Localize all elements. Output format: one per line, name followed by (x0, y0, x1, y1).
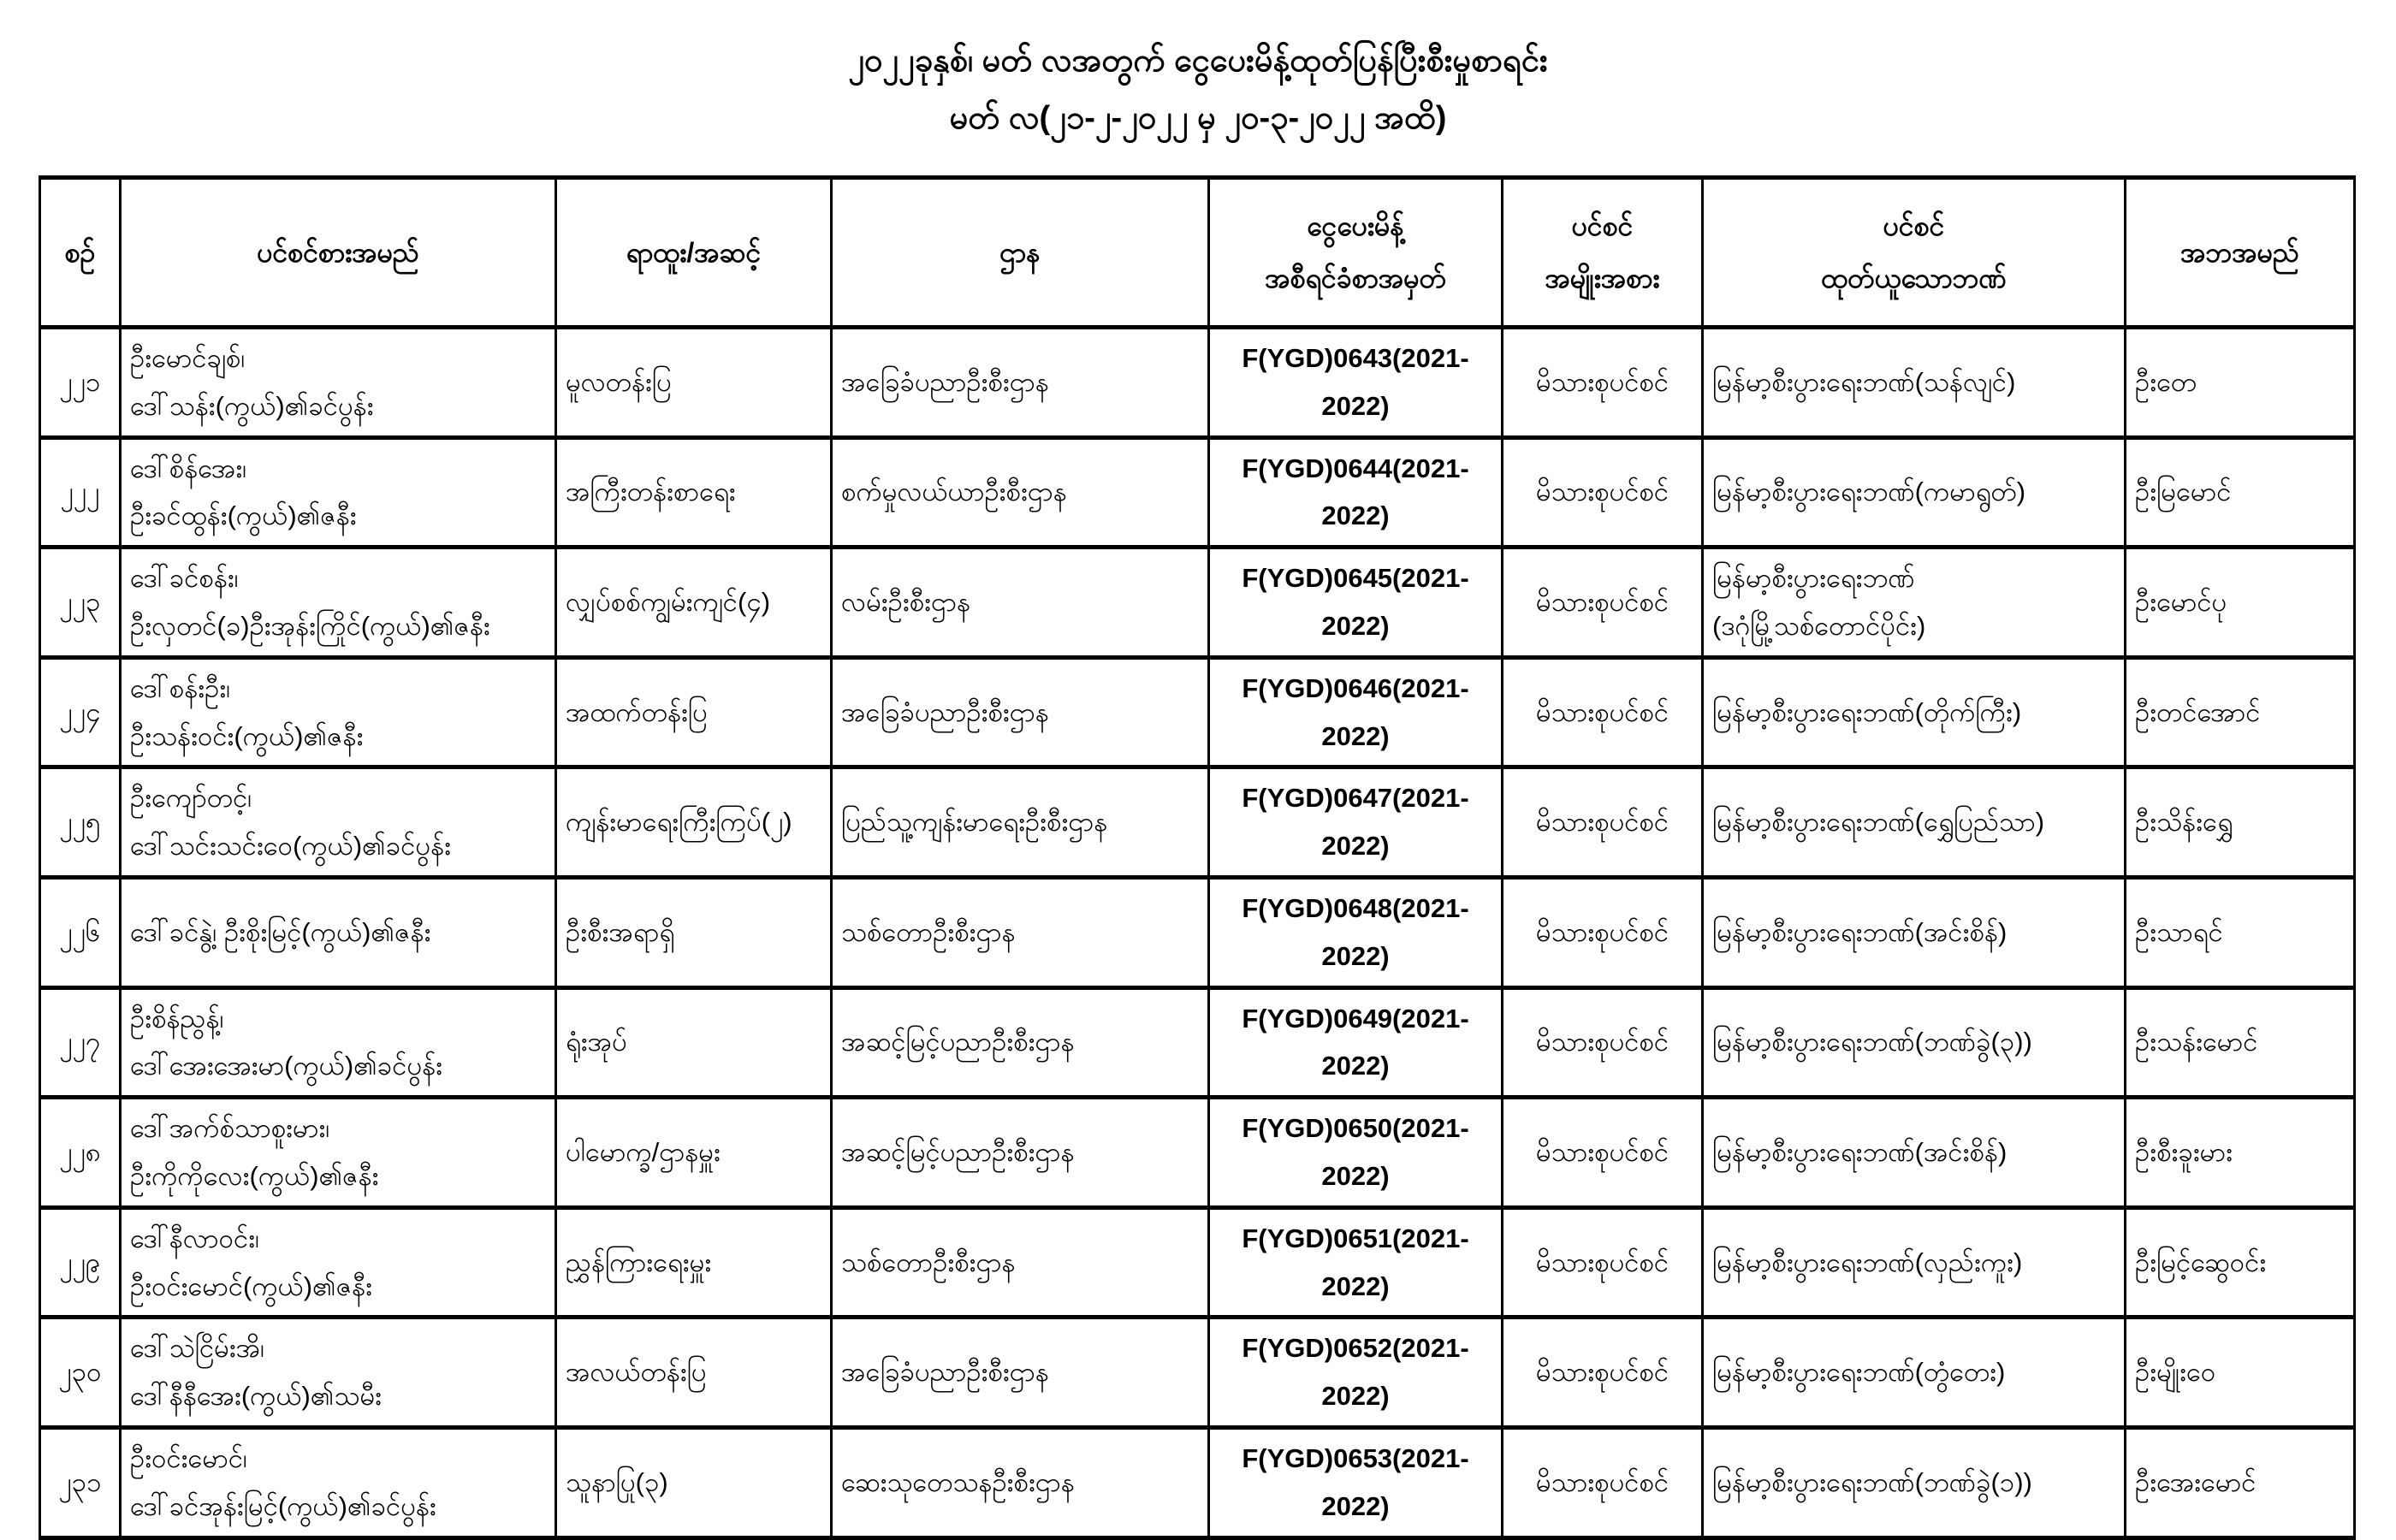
serial-cell: ၂၂၅ (40, 767, 121, 878)
bank-cell: မြန်မာ့စီးပွားရေးဘဏ် (ဒဂုံမြို့သစ်တောင်ပိုင်း) (1703, 548, 2126, 658)
bank-cell: မြန်မာ့စီးပွားရေးဘဏ်(တိုက်ကြီး) (1703, 657, 2126, 767)
position-cell: အကြီးတန်းစာရေး (556, 437, 832, 548)
column-header-payment-order: ငွေပေးမိန့် အစီရင်ခံစာအမှတ် (1209, 178, 1503, 328)
document-title (0, 33, 2396, 146)
department-cell: အဆင့်မြင့်ပညာဦးစီးဌာန (832, 987, 1209, 1098)
payment-order-cell: F(YGD)0645(2021-2022) (1209, 548, 1503, 658)
pension-type-cell: မိသားစုပင်စင် (1503, 657, 1703, 767)
payment-order-cell: F(YGD)0646(2021-2022) (1209, 657, 1503, 767)
serial-cell: ၂၂၇ (40, 987, 121, 1098)
father-name-cell: ဦးသိန်းရွှေ (2126, 767, 2355, 878)
bank-cell: မြန်မာ့စီးပွားရေးဘဏ်(တွံတေး) (1703, 1318, 2126, 1428)
position-cell: အထက်တန်းပြ (556, 657, 832, 767)
pension-type-cell: မိသားစုပင်စင် (1503, 437, 1703, 548)
column-header-serial: စဉ် (40, 178, 121, 328)
table-row (40, 548, 2355, 658)
pensioner-name-cell: ဦးကျော်တင့်၊ ဒေါ်သင်းသင်းဝေ(ကွယ်)၏ခင်ပွန်း (121, 767, 556, 878)
table-header-row (40, 178, 2355, 328)
position-cell: သူနာပြု(၃) (556, 1427, 832, 1537)
department-cell: အခြေခံပညာဦးစီးဌာန (832, 657, 1209, 767)
department-cell: ဆေးသုတေသနဦးစီးဌာန (832, 1427, 1209, 1537)
serial-cell: ၂၂၈ (40, 1098, 121, 1208)
serial-cell: ၂၃၁ (40, 1427, 121, 1537)
position-cell: ရုံးအုပ် (556, 987, 832, 1098)
pensioner-name-cell: ဦးစိန်ညွန့်၊ ဒေါ်အေးအေးမာ(ကွယ်)၏ခင်ပွန်း (121, 987, 556, 1098)
pensioner-name-cell: ဒေါ်သဲငြိမ်းအိ၊ ဒေါ်နီနီအေး(ကွယ်)၏သမီး (121, 1318, 556, 1428)
serial-cell: ၂၂၁ (40, 328, 121, 438)
bank-cell: မြန်မာ့စီးပွားရေးဘဏ်(ကမာရွတ်) (1703, 437, 2126, 548)
father-name-cell: ဦးမျိုးဝေ (2126, 1318, 2355, 1428)
position-cell: လျှပ်စစ်ကျွမ်းကျင်(၄) (556, 548, 832, 658)
pension-type-cell: မိသားစုပင်စင် (1503, 877, 1703, 987)
column-header-pensioner-name: ပင်စင်စားအမည် (121, 178, 556, 328)
serial-cell: ၂၃၀ (40, 1318, 121, 1428)
pension-type-cell: မိသားစုပင်စင် (1503, 987, 1703, 1098)
pensioner-name-cell: ဒေါ်ခင်စန်း၊ ဦးလှတင်(ခ)ဦးအုန်းကြိုင်(ကွယ်)၏ဇနီး (121, 548, 556, 658)
serial-cell: ၂၂၆ (40, 877, 121, 987)
pension-type-cell: မိသားစုပင်စင် (1503, 1207, 1703, 1318)
pension-type-cell: မိသားစုပင်စင် (1503, 328, 1703, 438)
pensioner-name-cell: ဦးမောင်ချစ်၊ ဒေါ်သန်း(ကွယ်)၏ခင်ပွန်း (121, 328, 556, 438)
position-cell: မူလတန်းပြ (556, 328, 832, 438)
column-header-pension-type: ပင်စင် အမျိုးအစား (1503, 178, 1703, 328)
table-row (40, 1427, 2355, 1537)
department-cell: အဆင့်မြင့်ပညာဦးစီးဌာန (832, 1098, 1209, 1208)
payment-order-cell: F(YGD)0653(2021-2022) (1209, 1427, 1503, 1537)
department-cell: စက်မှုလယ်ယာဦးစီးဌာန (832, 437, 1209, 548)
department-cell: သစ်တောဦးစီးဌာန (832, 877, 1209, 987)
pension-type-cell: မိသားစုပင်စင် (1503, 1098, 1703, 1208)
pensioner-name-cell: ဒေါ်အက်စ်သာစူးမား၊ ဦးကိုကိုလေး(ကွယ်)၏ဇနီး (121, 1098, 556, 1208)
pensioner-name-cell: ဦးဝင်းမောင်၊ ဒေါ်ခင်အုန်းမြင့်(ကွယ်)၏ခင်ပွန်း (121, 1427, 556, 1537)
position-cell: ညွှန်ကြားရေးမှူး (556, 1207, 832, 1318)
payment-order-cell: F(YGD)0649(2021-2022) (1209, 987, 1503, 1098)
department-cell: လမ်းဦးစီးဌာန (832, 548, 1209, 658)
table-row (40, 1318, 2355, 1428)
payment-order-cell: F(YGD)0643(2021-2022) (1209, 328, 1503, 438)
pension-payment-table (39, 175, 2356, 1540)
bank-cell: မြန်မာ့စီးပွားရေးဘဏ်(သန်လျင်) (1703, 328, 2126, 438)
bank-cell: မြန်မာ့စီးပွားရေးဘဏ်(ဘဏ်ခွဲ(၃)) (1703, 987, 2126, 1098)
father-name-cell: ဦးအေးမောင် (2126, 1427, 2355, 1537)
father-name-cell: ဦးမြင့်ဆွေဝင်း (2126, 1207, 2355, 1318)
column-header-bank: ပင်စင် ထုတ်ယူသောဘဏ် (1703, 178, 2126, 328)
position-cell: အလယ်တန်းပြ (556, 1318, 832, 1428)
pension-type-cell: မိသားစုပင်စင် (1503, 548, 1703, 658)
father-name-cell: ဦးတေ (2126, 328, 2355, 438)
serial-cell: ၂၂၉ (40, 1207, 121, 1318)
table-row (40, 657, 2355, 767)
document-title-line1: ၂၀၂၂ခုနှစ်၊ မတ် လအတွက် ငွေပေးမိန့်ထုတ်ပြန်ပြီးစီးမှုစာရင်း (848, 43, 1548, 79)
table-row (40, 1098, 2355, 1208)
bank-cell: မြန်မာ့စီးပွားရေးဘဏ်(ရွှေပြည်သာ) (1703, 767, 2126, 878)
table-row (40, 1207, 2355, 1318)
position-cell: ဦးစီးအရာရှိ (556, 877, 832, 987)
bank-cell: မြန်မာ့စီးပွားရေးဘဏ်(အင်းစိန်) (1703, 1098, 2126, 1208)
table-row (40, 987, 2355, 1098)
department-cell: ပြည်သူ့ကျန်းမာရေးဦးစီးဌာန (832, 767, 1209, 878)
bank-cell: မြန်မာ့စီးပွားရေးဘဏ်(အင်းစိန်) (1703, 877, 2126, 987)
department-cell: အခြေခံပညာဦးစီးဌာန (832, 1318, 1209, 1428)
pensioner-name-cell: ဒေါ်နီလာဝင်း၊ ဦးဝင်းမောင်(ကွယ်)၏ဇနီး (121, 1207, 556, 1318)
pension-type-cell: မိသားစုပင်စင် (1503, 767, 1703, 878)
father-name-cell: ဦးစီးခူးမား (2126, 1098, 2355, 1208)
position-cell: ကျန်းမာရေးကြီးကြပ်(၂) (556, 767, 832, 878)
column-header-position: ရာထူး/အဆင့် (556, 178, 832, 328)
table-row (40, 877, 2355, 987)
payment-order-cell: F(YGD)0647(2021-2022) (1209, 767, 1503, 878)
column-header-department: ဌာန (832, 178, 1209, 328)
bank-cell: မြန်မာ့စီးပွားရေးဘဏ်(ဘဏ်ခွဲ(၁)) (1703, 1427, 2126, 1537)
father-name-cell: ဦးတင်အောင် (2126, 657, 2355, 767)
pension-type-cell: မိသားစုပင်စင် (1503, 1318, 1703, 1428)
position-cell: ပါမောက္ခ/ဌာနမှူး (556, 1098, 832, 1208)
payment-order-cell: F(YGD)0648(2021-2022) (1209, 877, 1503, 987)
father-name-cell: ဦးမောင်ပု (2126, 548, 2355, 658)
payment-order-cell: F(YGD)0650(2021-2022) (1209, 1098, 1503, 1208)
pension-type-cell: မိသားစုပင်စင် (1503, 1427, 1703, 1537)
table-row (40, 328, 2355, 438)
table-row (40, 437, 2355, 548)
father-name-cell: ဦးသန်းမောင် (2126, 987, 2355, 1098)
bank-cell: မြန်မာ့စီးပွားရေးဘဏ်(လှည်းကူး) (1703, 1207, 2126, 1318)
pensioner-name-cell: ဒေါ်ခင်နွဲ့၊ ဦးစိုးမြင့်(ကွယ်)၏ဇနီး (121, 877, 556, 987)
payment-order-cell: F(YGD)0644(2021-2022) (1209, 437, 1503, 548)
department-cell: သစ်တောဦးစီးဌာန (832, 1207, 1209, 1318)
pensioner-name-cell: ဒေါ်စိန်အေး၊ ဦးခင်ထွန်း(ကွယ်)၏ဇနီး (121, 437, 556, 548)
pensioner-name-cell: ဒေါ်စန်းဦး၊ ဦးသန်းဝင်း(ကွယ်)၏ဇနီး (121, 657, 556, 767)
father-name-cell: ဦးသာရင် (2126, 877, 2355, 987)
department-cell: အခြေခံပညာဦးစီးဌာန (832, 328, 1209, 438)
payment-order-cell: F(YGD)0652(2021-2022) (1209, 1318, 1503, 1428)
table-row (40, 767, 2355, 878)
serial-cell: ၂၂၄ (40, 657, 121, 767)
payment-order-cell: F(YGD)0651(2021-2022) (1209, 1207, 1503, 1318)
serial-cell: ၂၂၂ (40, 437, 121, 548)
serial-cell: ၂၂၃ (40, 548, 121, 658)
column-header-father-name: အဘအမည် (2126, 178, 2355, 328)
document-title-line2: မတ် လ(၂၁-၂-၂၀၂၂ မှ ၂၀-၃-၂၀၂၂ အထိ) (949, 99, 1447, 136)
father-name-cell: ဦးမြမောင် (2126, 437, 2355, 548)
